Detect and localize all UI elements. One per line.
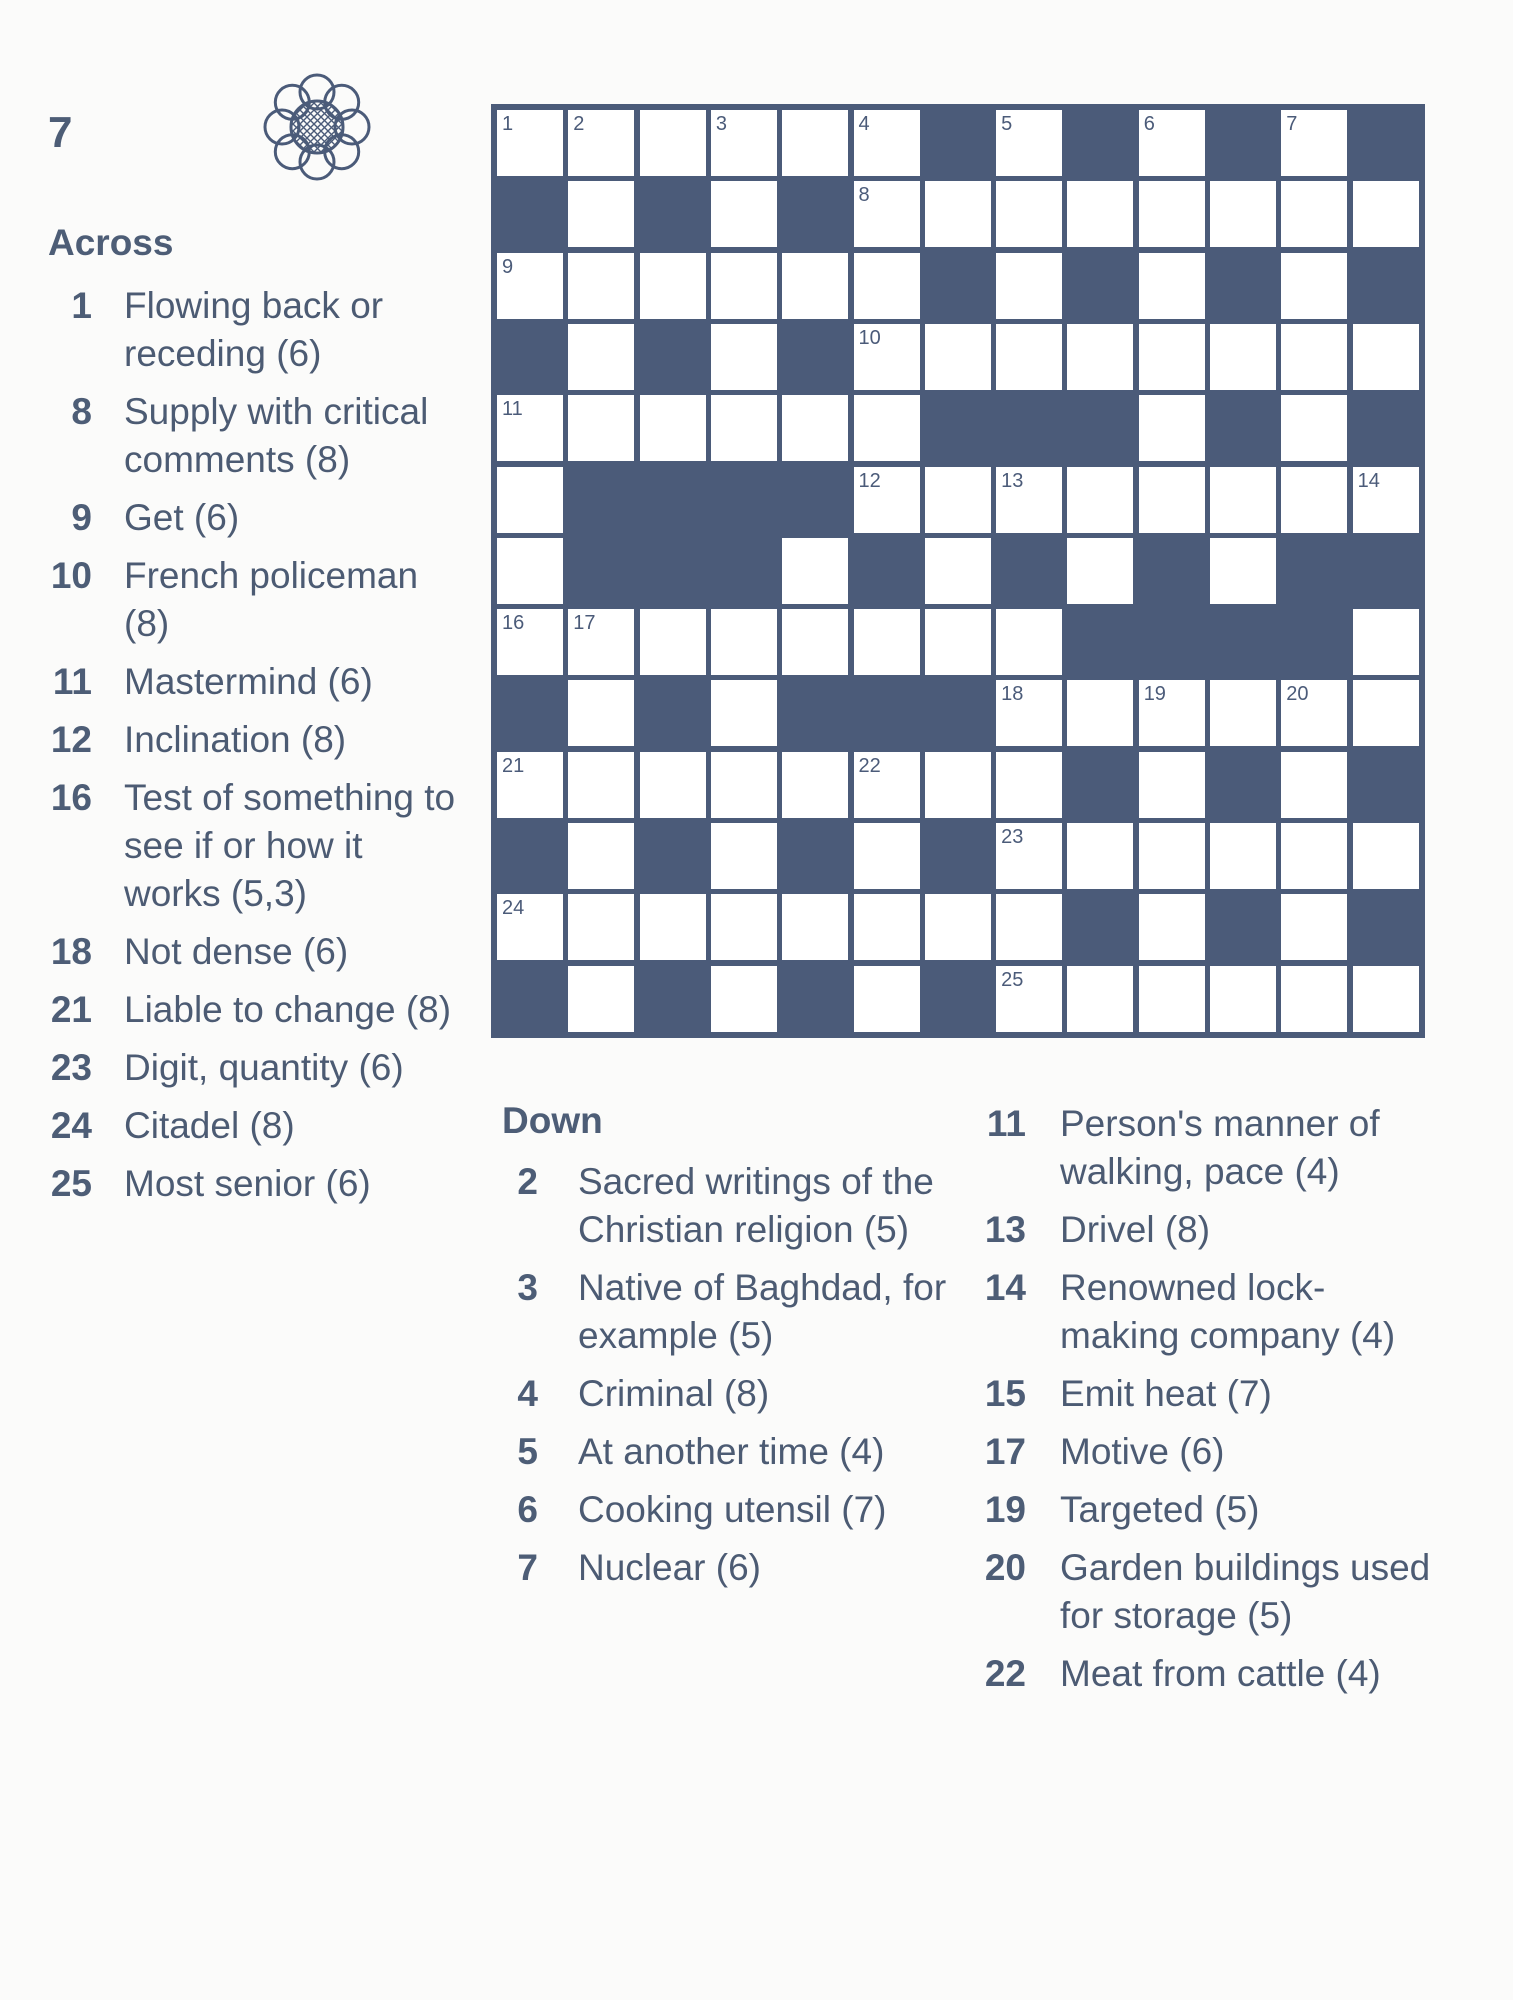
grid-cell[interactable]	[1353, 823, 1419, 889]
clue-item	[48, 928, 464, 976]
across-clue-list	[48, 282, 464, 1218]
cell-number: 14	[1357, 469, 1380, 492]
clue-number: 15	[984, 1373, 1026, 1414]
grid-cell[interactable]	[854, 110, 920, 176]
across-heading: Across	[48, 222, 174, 263]
grid-cell[interactable]	[1139, 680, 1205, 746]
grid-cell[interactable]	[996, 752, 1062, 818]
grid-cell[interactable]	[497, 253, 563, 319]
flower-ornament-icon	[258, 68, 376, 186]
clue-item	[48, 1102, 464, 1150]
down-clue-list-right	[982, 1100, 1440, 1708]
clue-text: Criminal (8)	[578, 1373, 770, 1414]
grid-cell[interactable]	[640, 253, 706, 319]
grid-cell[interactable]	[640, 395, 706, 461]
grid-cell[interactable]	[1139, 752, 1205, 818]
grid-cell[interactable]	[782, 894, 848, 960]
clue-text: Most senior (6)	[124, 1163, 371, 1204]
cell-number: 2	[573, 113, 585, 135]
grid-cell[interactable]	[640, 894, 706, 960]
grid-cell[interactable]	[568, 253, 634, 319]
clue-number: 25	[50, 1163, 92, 1204]
grid-cell[interactable]	[854, 609, 920, 675]
clue-item	[982, 1544, 1440, 1640]
cell-number: 7	[1286, 113, 1298, 135]
grid-cell[interactable]	[854, 823, 920, 889]
grid-cell[interactable]	[1067, 823, 1133, 889]
clue-item	[982, 1486, 1440, 1534]
cell-number: 18	[1001, 683, 1024, 706]
grid-cell[interactable]	[1353, 680, 1419, 746]
clue-item	[48, 716, 464, 764]
grid-cell[interactable]	[711, 253, 777, 319]
clue-number: 24	[50, 1105, 92, 1146]
cell-number: 11	[502, 398, 523, 421]
cell-number: 20	[1286, 683, 1309, 706]
grid-cell[interactable]	[1281, 253, 1347, 319]
clue-item	[502, 1486, 978, 1534]
clue-item	[48, 282, 464, 378]
cell-number: 19	[1143, 683, 1166, 706]
clue-text: Test of something to see if or how it works (5,3)	[124, 777, 456, 914]
grid-cell[interactable]	[1281, 395, 1347, 461]
clue-text: Citadel (8)	[124, 1105, 295, 1146]
clue-number: 9	[71, 497, 92, 538]
clue-text: Inclination (8)	[124, 719, 347, 760]
clue-number: 21	[50, 989, 92, 1030]
clue-text: Liable to change (8)	[124, 989, 452, 1030]
grid-cell[interactable]	[925, 324, 991, 390]
grid-cell[interactable]	[497, 395, 563, 461]
grid-cell[interactable]	[1067, 181, 1133, 247]
grid-cell[interactable]	[568, 395, 634, 461]
grid-cell[interactable]	[996, 324, 1062, 390]
clue-number: 8	[71, 391, 92, 432]
grid-cell[interactable]	[1210, 966, 1276, 1032]
grid-cell[interactable]	[996, 680, 1062, 746]
down-heading: Down	[502, 1100, 603, 1141]
clue-number: 13	[984, 1209, 1026, 1250]
grid-cell[interactable]	[497, 467, 563, 533]
grid-cell[interactable]	[996, 894, 1062, 960]
grid-cell[interactable]	[782, 609, 848, 675]
clue-number: 22	[984, 1653, 1026, 1694]
grid-cell[interactable]	[711, 752, 777, 818]
cell-number: 24	[502, 897, 525, 920]
grid-cell[interactable]	[1353, 467, 1419, 533]
grid-cell[interactable]	[1139, 894, 1205, 960]
clue-item	[982, 1264, 1440, 1360]
clue-text: Mastermind (6)	[124, 661, 373, 702]
grid-cell[interactable]	[497, 609, 563, 675]
grid-cell[interactable]	[1281, 110, 1347, 176]
grid-cell[interactable]	[497, 110, 563, 176]
grid-cell[interactable]	[1353, 966, 1419, 1032]
grid-cell[interactable]	[1210, 467, 1276, 533]
grid-cell[interactable]	[996, 110, 1062, 176]
grid-cell[interactable]	[996, 609, 1062, 675]
grid-cell[interactable]	[711, 966, 777, 1032]
clue-number: 6	[517, 1489, 538, 1530]
clue-text: Get (6)	[124, 497, 240, 538]
clue-item	[982, 1100, 1440, 1196]
clue-number: 5	[517, 1431, 538, 1472]
clue-item	[982, 1650, 1440, 1698]
clue-text: Renowned lock-making company (4)	[1060, 1267, 1396, 1356]
puzzle-number: 7	[48, 108, 73, 157]
grid-cell[interactable]	[711, 823, 777, 889]
grid-cell[interactable]	[1210, 181, 1276, 247]
grid-cell[interactable]	[996, 467, 1062, 533]
cell-number: 5	[1001, 113, 1013, 135]
clue-text: Cooking utensil (7)	[578, 1489, 887, 1530]
grid-cell[interactable]	[711, 395, 777, 461]
grid-cell[interactable]	[925, 181, 991, 247]
clue-number: 14	[984, 1267, 1026, 1308]
clue-number: 23	[50, 1047, 92, 1088]
grid-cell[interactable]	[1139, 253, 1205, 319]
grid-cell[interactable]	[854, 253, 920, 319]
grid-cell[interactable]	[568, 894, 634, 960]
grid-cell[interactable]	[925, 538, 991, 604]
clue-text: Sacred writings of the Christian religion (5)	[578, 1161, 934, 1250]
clue-number: 18	[50, 931, 92, 972]
clue-item	[48, 1044, 464, 1092]
clue-text: Emit heat (7)	[1060, 1373, 1272, 1414]
grid-cell[interactable]	[568, 966, 634, 1032]
clue-item	[502, 1428, 978, 1476]
grid-cell[interactable]	[854, 467, 920, 533]
grid-cell[interactable]	[640, 752, 706, 818]
grid-cell[interactable]	[996, 181, 1062, 247]
grid-cell[interactable]	[497, 894, 563, 960]
clue-text: Person's manner of walking, pace (4)	[1060, 1103, 1380, 1192]
cell-number: 23	[1001, 826, 1024, 848]
grid-cell[interactable]	[782, 110, 848, 176]
clue-text: Drivel (8)	[1060, 1209, 1211, 1250]
grid-cell[interactable]	[925, 609, 991, 675]
grid-cell[interactable]	[1139, 823, 1205, 889]
crossword-grid	[491, 104, 1425, 1038]
clue-item	[48, 1160, 464, 1208]
cell-number: 1	[502, 113, 514, 135]
grid-cell[interactable]	[1281, 324, 1347, 390]
grid-cell[interactable]	[782, 395, 848, 461]
grid-cell[interactable]	[1281, 181, 1347, 247]
clue-number: 16	[50, 777, 92, 818]
clue-text: Meat from cattle (4)	[1060, 1653, 1381, 1694]
grid-cell[interactable]	[996, 966, 1062, 1032]
grid-cell[interactable]	[1067, 467, 1133, 533]
grid-cell[interactable]	[1067, 680, 1133, 746]
grid-cell[interactable]	[1281, 894, 1347, 960]
clue-number: 11	[52, 661, 92, 702]
grid-cell[interactable]	[1353, 324, 1419, 390]
grid-cell[interactable]	[640, 110, 706, 176]
grid-cell[interactable]	[711, 110, 777, 176]
clue-item	[502, 1158, 978, 1254]
grid-cell[interactable]	[925, 752, 991, 818]
grid-cell[interactable]	[568, 324, 634, 390]
grid-cell[interactable]	[996, 823, 1062, 889]
grid-cell[interactable]	[925, 894, 991, 960]
grid-cell[interactable]	[854, 966, 920, 1032]
cell-number: 6	[1143, 113, 1155, 135]
cell-number: 22	[858, 754, 881, 777]
down-clue-list-left	[502, 1158, 978, 1602]
clue-item	[982, 1206, 1440, 1254]
grid-cell[interactable]	[854, 181, 920, 247]
grid-cell[interactable]	[1210, 324, 1276, 390]
grid-cell[interactable]	[1353, 609, 1419, 675]
cell-number: 12	[858, 469, 881, 492]
grid-cell[interactable]	[854, 324, 920, 390]
grid-cell[interactable]	[1067, 966, 1133, 1032]
clue-item	[502, 1544, 978, 1592]
grid-cell[interactable]	[1139, 395, 1205, 461]
grid-cell[interactable]	[1210, 680, 1276, 746]
clue-text: Targeted (5)	[1060, 1489, 1260, 1530]
grid-cell[interactable]	[568, 609, 634, 675]
clue-item	[502, 1264, 978, 1360]
grid-cell[interactable]	[782, 538, 848, 604]
clue-item	[48, 658, 464, 706]
grid-cell[interactable]	[568, 752, 634, 818]
clue-item	[982, 1370, 1440, 1418]
grid-cell[interactable]	[1139, 324, 1205, 390]
grid-cell[interactable]	[1067, 538, 1133, 604]
clue-item	[982, 1428, 1440, 1476]
grid-cell[interactable]	[1139, 966, 1205, 1032]
clue-item	[48, 388, 464, 484]
clue-text: At another time (4)	[578, 1431, 885, 1472]
grid-cell[interactable]	[711, 181, 777, 247]
cell-number: 4	[858, 113, 870, 135]
grid-cell[interactable]	[1067, 324, 1133, 390]
clue-number: 10	[50, 555, 92, 596]
grid-cell[interactable]	[711, 680, 777, 746]
grid-cell[interactable]	[711, 609, 777, 675]
grid-cell[interactable]	[1281, 966, 1347, 1032]
cell-number: 13	[1001, 469, 1024, 492]
grid-cell[interactable]	[1281, 823, 1347, 889]
clue-item	[48, 494, 464, 542]
clue-text: French policeman (8)	[124, 555, 419, 644]
cell-number: 8	[858, 184, 870, 207]
grid-cell[interactable]	[568, 181, 634, 247]
clue-item	[48, 986, 464, 1034]
cell-number: 17	[573, 612, 596, 635]
cell-number: 9	[502, 255, 514, 278]
grid-cell[interactable]	[854, 752, 920, 818]
clue-item	[502, 1370, 978, 1418]
clue-item	[48, 552, 464, 648]
clue-text: Nuclear (6)	[578, 1547, 761, 1588]
clue-text: Not dense (6)	[124, 931, 349, 972]
grid-cell[interactable]	[1139, 181, 1205, 247]
grid-cell[interactable]	[711, 894, 777, 960]
clue-number: 19	[984, 1489, 1026, 1530]
grid-cell[interactable]	[1353, 181, 1419, 247]
grid-cell[interactable]	[1281, 752, 1347, 818]
clue-number: 1	[71, 285, 92, 326]
cell-number: 3	[715, 113, 728, 135]
grid-cell[interactable]	[568, 823, 634, 889]
clue-number: 11	[986, 1103, 1026, 1144]
clue-item	[48, 774, 464, 918]
clue-text: Native of Baghdad, for example (5)	[578, 1267, 947, 1356]
grid-cell[interactable]	[497, 752, 563, 818]
grid-cell[interactable]	[568, 680, 634, 746]
grid-cell[interactable]	[854, 894, 920, 960]
grid-cell[interactable]	[782, 253, 848, 319]
clue-text: Garden buildings used for storage (5)	[1060, 1547, 1431, 1636]
grid-cell[interactable]	[640, 609, 706, 675]
cell-number: 21	[502, 754, 525, 777]
clue-number: 12	[50, 719, 92, 760]
clue-text: Digit, quantity (6)	[124, 1047, 404, 1088]
clue-text: Supply with critical comments (8)	[124, 391, 429, 480]
grid-cell[interactable]	[497, 538, 563, 604]
grid-cell[interactable]	[1210, 823, 1276, 889]
grid-cell[interactable]	[1139, 110, 1205, 176]
grid-cell[interactable]	[1210, 538, 1276, 604]
grid-cell[interactable]	[1281, 467, 1347, 533]
grid-cell[interactable]	[568, 110, 634, 176]
clue-number: 17	[984, 1431, 1026, 1472]
grid-cell[interactable]	[782, 752, 848, 818]
grid-cell[interactable]	[996, 253, 1062, 319]
clue-number: 3	[517, 1267, 538, 1308]
grid-cell[interactable]	[925, 467, 991, 533]
grid-cell[interactable]	[1281, 680, 1347, 746]
clue-number: 7	[517, 1547, 538, 1588]
clue-number: 4	[517, 1373, 538, 1414]
clue-text: Flowing back or receding (6)	[124, 285, 384, 374]
clue-text: Motive (6)	[1060, 1431, 1225, 1472]
grid-cell[interactable]	[1139, 467, 1205, 533]
clue-number: 2	[517, 1161, 538, 1202]
cell-number: 16	[502, 612, 525, 635]
grid-cell[interactable]	[854, 395, 920, 461]
clue-number: 20	[984, 1547, 1026, 1588]
grid-cell[interactable]	[711, 324, 777, 390]
cell-number: 10	[858, 326, 881, 349]
cell-number: 25	[1001, 968, 1024, 991]
